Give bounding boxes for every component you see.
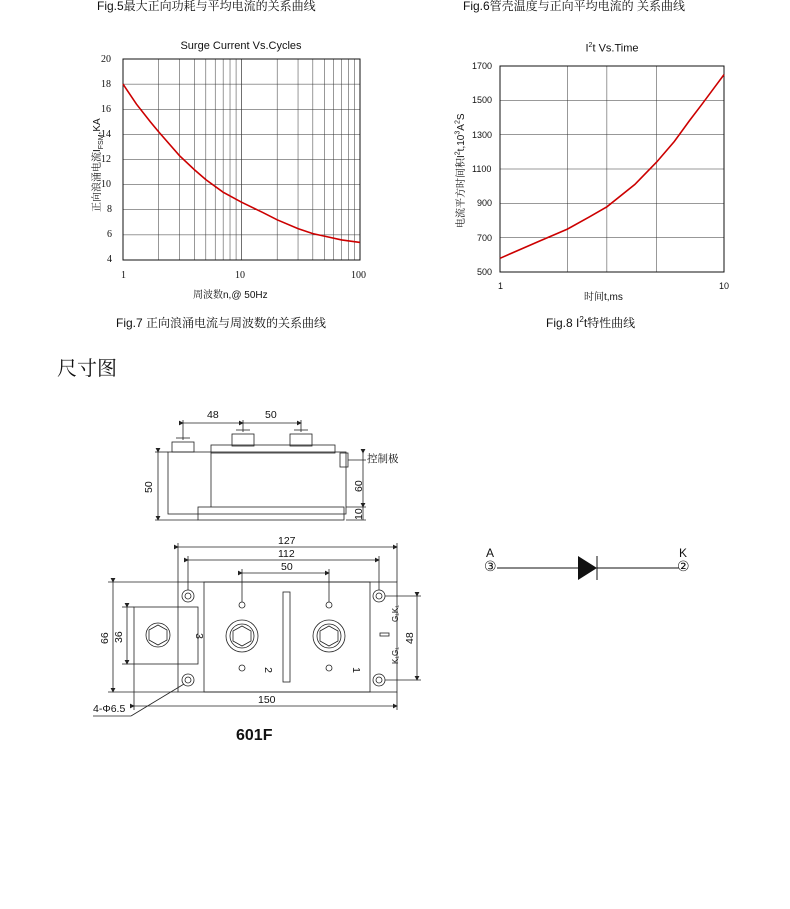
gate-pin-1: G₁K₁: [391, 605, 400, 622]
dim-holes: 4-Φ6.5: [93, 703, 126, 715]
chart1-ytick: 10: [101, 179, 111, 190]
dim-127: 127: [278, 535, 296, 547]
chart1-title: Surge Current Vs.Cycles: [180, 40, 302, 52]
chart1-caption: Fig.7 正向浪涌电流与周波数的关系曲线: [116, 316, 327, 330]
terminal-2-label: 2: [261, 667, 274, 673]
chart1-ytick: 20: [101, 54, 111, 65]
chart1-xtick: 1: [121, 270, 126, 281]
chart2-ytick: 1700: [472, 61, 493, 71]
chart2-title: $I^2t$ Vs.Time: [585, 42, 639, 55]
dim-50-plan: 50: [281, 561, 293, 573]
chart1-xlabel: 周波数n,@ 50Hz: [193, 290, 268, 301]
chart1-ylabel: 正向浪涌电流$I_{FSM},KA$: [92, 118, 105, 212]
chart1-ytick: 6: [107, 229, 112, 240]
dim-150: 150: [258, 694, 276, 706]
chart1-ytick: 14: [101, 129, 111, 140]
chart2-caption: Fig.8 $I^2t$特性曲线: [546, 315, 636, 330]
terminal-3-label: 3: [192, 633, 205, 639]
chart2-ytick: 1500: [472, 95, 493, 105]
dimension-section-title: 尺寸图: [57, 356, 117, 380]
dim-36: 36: [113, 631, 125, 643]
chart1-xtick: 10: [235, 270, 245, 281]
gate-pin-2: K₁G₁: [391, 647, 400, 664]
anode-pin: ③: [484, 559, 497, 575]
chart1-xtick: 100: [351, 270, 366, 281]
chart2-xtick: 1: [498, 281, 504, 291]
model-label: 601F: [236, 727, 273, 744]
terminal-1-label: 1: [349, 667, 362, 673]
dim-66: 66: [99, 632, 111, 644]
chart2-ylabel: 电流平方时间积$I^2t,10^3A^2S$: [454, 113, 467, 228]
dim-50-left: 50: [143, 481, 155, 493]
chart2-ytick: 900: [477, 198, 493, 208]
dim-60-right: 60: [353, 480, 365, 492]
dim-10-right: 10: [353, 508, 365, 520]
gate-label: 控制极: [367, 453, 399, 465]
chart2-ytick: 1300: [472, 130, 493, 140]
cathode-pin: ②: [677, 559, 690, 575]
chart2-xtick: 10: [719, 281, 730, 291]
chart1-ytick: 16: [101, 104, 111, 115]
chart2-ytick: 1100: [472, 164, 492, 174]
chart2-ytick: 700: [477, 233, 493, 243]
chart1-ytick: 12: [101, 154, 111, 165]
fig5-caption: Fig.5最大正向功耗与平均电流的关系曲线: [97, 0, 316, 13]
chart1-ytick: 4: [107, 254, 112, 265]
cathode-label: K: [679, 546, 688, 560]
chart2-xlabel: 时间t,ms: [584, 292, 623, 303]
chart1-ytick: 8: [107, 204, 112, 215]
dim-112: 112: [278, 548, 295, 560]
anode-label: A: [486, 546, 495, 560]
fig6-caption: Fig.6管壳温度与正向平均电流的 关系曲线: [463, 0, 686, 13]
chart1-ytick: 18: [101, 79, 111, 90]
chart2-ytick: 500: [477, 267, 493, 277]
dim-50-top: 50: [265, 409, 277, 421]
dim-48-top: 48: [207, 409, 219, 421]
dim-48-right: 48: [404, 632, 416, 644]
